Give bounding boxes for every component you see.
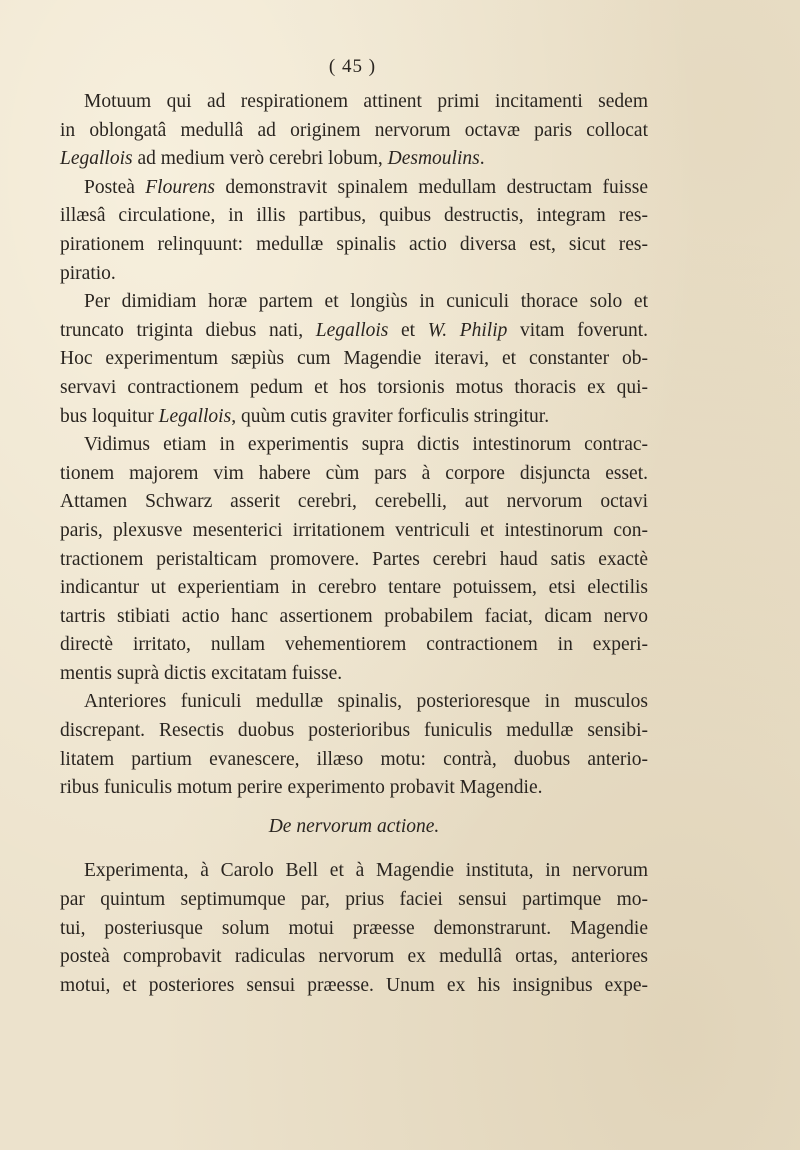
text-line: Anteriores funiculi medullæ spinalis, posterioresque in musculos xyxy=(84,691,648,713)
text-line: directè irritato, nullam vehementiorem contractionem in experi- xyxy=(60,634,648,656)
text-line: Legallois ad medium verò cerebri lobum, Desmoulins. xyxy=(60,148,485,170)
paragraphs-after-heading xyxy=(60,857,648,1000)
text-line: litatem partium evanescere, illæso motu: contrà, duobus anterio- xyxy=(60,748,648,770)
paragraphs xyxy=(60,88,648,803)
text-line: tartris stibiati actio hanc assertionem probabilem faciat, dicam nervo xyxy=(60,605,648,627)
text-line: illæsâ circulatione, in illis partibus, quibus destructis, integram res- xyxy=(60,205,648,227)
text-line: ribus funiculis motum perire experimento probavit Magendie. xyxy=(60,777,543,799)
text-line: tractionem peristalticam promovere. Partes cerebri haud satis exactè xyxy=(60,548,648,570)
text-line: Attamen Schwarz asserit cerebri, cerebelli, aut nervorum octavi xyxy=(60,491,648,513)
text-line: servavi contractionem pedum et hos torsionis motus thoracis ex qui- xyxy=(60,376,648,398)
body-text xyxy=(60,88,648,1000)
text-line: discrepant. Resectis duobus posterioribus funiculis medullæ sensibi- xyxy=(60,720,648,742)
text-line: Vidimus etiam in experimentis supra dictis intestinorum contrac- xyxy=(84,434,648,456)
text-line: piratio. xyxy=(60,262,116,284)
text-line: pirationem relinquunt: medullæ spinalis actio diversa est, sicut res- xyxy=(60,233,648,255)
text-line: Per dimidiam horæ partem et longiùs in cuniculi thorace solo et xyxy=(84,291,648,313)
text-line: mentis suprà dictis excitatam fuisse. xyxy=(60,662,343,684)
text-line: bus loquitur Legallois, quùm cutis graviter forficulis stringitur. xyxy=(60,405,550,427)
text-line: tui, posteriusque solum motui præesse demonstrarunt. Magendie xyxy=(60,917,648,939)
text-line: Motuum qui ad respirationem attinent primi incitamenti sedem xyxy=(84,91,648,112)
text-line: indicantur ut experientiam in cerebro tentare potuissem, etsi electilis xyxy=(60,577,648,599)
text-line: Experimenta, à Carolo Bell et à Magendie instituta, in nervorum xyxy=(84,860,648,882)
text-line: par quintum septimumque par, prius faciei sensui partimque mo- xyxy=(60,889,648,911)
text-line: Hoc experimentum sæpiùs cum Magendie iteravi, et constanter ob- xyxy=(60,348,648,370)
page-number: ( 45 ) xyxy=(328,56,377,77)
text-line: posteà comprobavit radiculas nervorum ex medullâ ortas, anteriores xyxy=(60,946,648,968)
text-line: paris, plexusve mesenterici irritationem ventriculi et intestinorum con- xyxy=(60,519,648,541)
text-line: truncato triginta diebus nati, Legallois et W. Philip vitam foverunt. xyxy=(60,319,649,341)
text-line: in oblongatâ medullâ ad originem nervorum octavæ paris collocat xyxy=(60,119,648,141)
text-line: tionem majorem vim habere cùm pars à corpore disjuncta esset. xyxy=(60,462,648,484)
section-heading: De nervorum actione. xyxy=(268,815,440,837)
text-line: Posteà Flourens demonstravit spinalem medullam destructam fuisse xyxy=(84,176,648,198)
text-line: motui, et posteriores sensui præesse. Unum ex his insignibus expe- xyxy=(60,974,648,996)
